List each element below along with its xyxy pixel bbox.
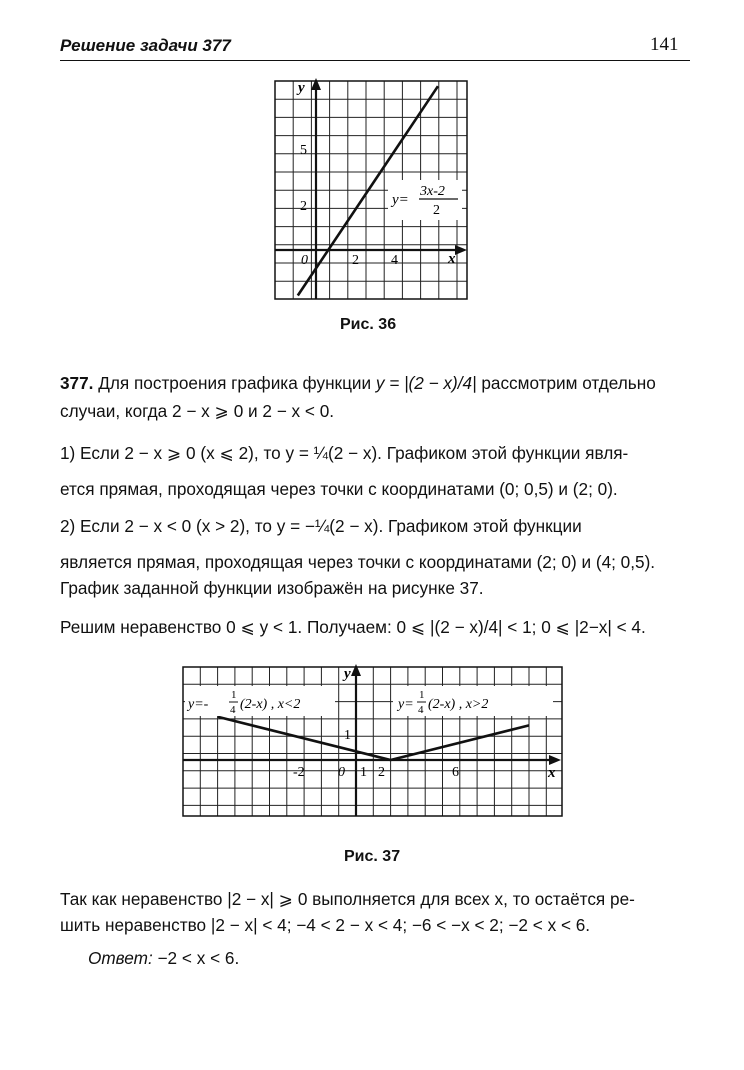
problem-line-7: График заданной функции изображён на рисунке 37.	[60, 578, 484, 598]
problem-line-6: является прямая, проходящая через точки с координатами (2; 0) и (4; 0,5).	[60, 552, 656, 572]
fig36-tick-2: 2	[300, 199, 307, 214]
fig36-tick-origin: 0	[301, 253, 308, 268]
fig36-y-label: y	[298, 80, 305, 96]
figure-37-graph	[180, 664, 566, 820]
fig37-left-label-num: 1	[231, 689, 237, 701]
fig37-x-arrow	[549, 755, 561, 765]
problem-line-4: ется прямая, проходящая через точки с координатами (0; 0,5) и (2; 0).	[60, 479, 618, 499]
page-number: 141	[650, 34, 679, 55]
problem-formula: y = |(2 − x)/4|	[375, 373, 477, 393]
fig37-left-label-post: (2-x) , x<2	[240, 697, 301, 712]
fig36-formula-lhs: y=	[392, 192, 409, 208]
fig37-tick-y1: 1	[344, 728, 351, 743]
fig37-tick-origin: 0	[338, 765, 345, 780]
fig36-x-arrow	[455, 245, 467, 255]
problem-line-8: Решим неравенство 0 ⩽ y < 1. Получаем: 0 ⩽ |(2 − x)/4| < 1; 0 ⩽ |2−x| < 4.	[60, 617, 646, 637]
fig36-caption: Рис. 36	[340, 316, 397, 333]
problem-intro: Для построения графика функции	[93, 373, 376, 393]
fig37-y-arrow	[351, 664, 361, 676]
fig37-right-label-num: 1	[419, 689, 425, 701]
running-header-title: Решение задачи 377	[60, 36, 231, 55]
conclusion-line-2: шить неравенство |2 − x| < 4; −4 < 2 − x < 4; −6 < −x < 2; −2 < x < 6.	[60, 915, 591, 935]
fig36-y-arrow	[311, 78, 321, 90]
fig36-tick-5: 5	[300, 143, 307, 158]
problem-number: 377.	[60, 373, 94, 393]
fig36-tick-x2: 2	[352, 253, 359, 268]
fig37-tick-2: 2	[378, 765, 385, 780]
fig36-tick-x4: 4	[391, 253, 398, 268]
answer-line	[88, 945, 720, 971]
answer-label: Ответ:	[88, 948, 153, 968]
fig37-y-label: y	[344, 666, 351, 682]
problem-intro-end: рассмотрим отдельно	[476, 373, 656, 393]
fig36-formula-den: 2	[433, 203, 440, 218]
fig37-tick-6: 6	[452, 765, 459, 780]
fig37-caption: Рис. 37	[344, 848, 401, 865]
problem-line-1	[60, 370, 692, 396]
fig37-right-label-pre: y=	[398, 697, 414, 712]
problem-line-3: 1) Если 2 − x ⩾ 0 (x ⩽ 2), то y = ¼(2 − x). Графиком этой функции явля-	[60, 443, 629, 463]
fig37-left-label-pre: y=-	[188, 697, 209, 712]
figure-36-graph	[270, 76, 480, 302]
header-rule	[60, 60, 690, 61]
fig37-tick-neg2: -2	[293, 765, 305, 780]
conclusion-line-1: Так как неравенство |2 − x| ⩾ 0 выполняется для всех x, то остаётся ре-	[60, 889, 635, 909]
fig36-x-label: x	[448, 251, 456, 267]
fig37-x-label: x	[548, 765, 556, 781]
fig36-formula-num: 3x-2	[420, 184, 445, 199]
fig37-tick-1: 1	[360, 765, 367, 780]
fig37-right-label-den: 4	[418, 704, 424, 716]
fig37-left-label-den: 4	[230, 704, 236, 716]
problem-line-5: 2) Если 2 − x < 0 (x > 2), то y = −¼(2 − x). Графиком этой функции	[60, 516, 582, 536]
fig37-right-label-post: (2-x) , x>2	[428, 697, 489, 712]
problem-line-2: случаи, когда 2 − x ⩾ 0 и 2 − x < 0.	[60, 401, 335, 421]
answer-value: −2 < x < 6.	[152, 948, 240, 968]
